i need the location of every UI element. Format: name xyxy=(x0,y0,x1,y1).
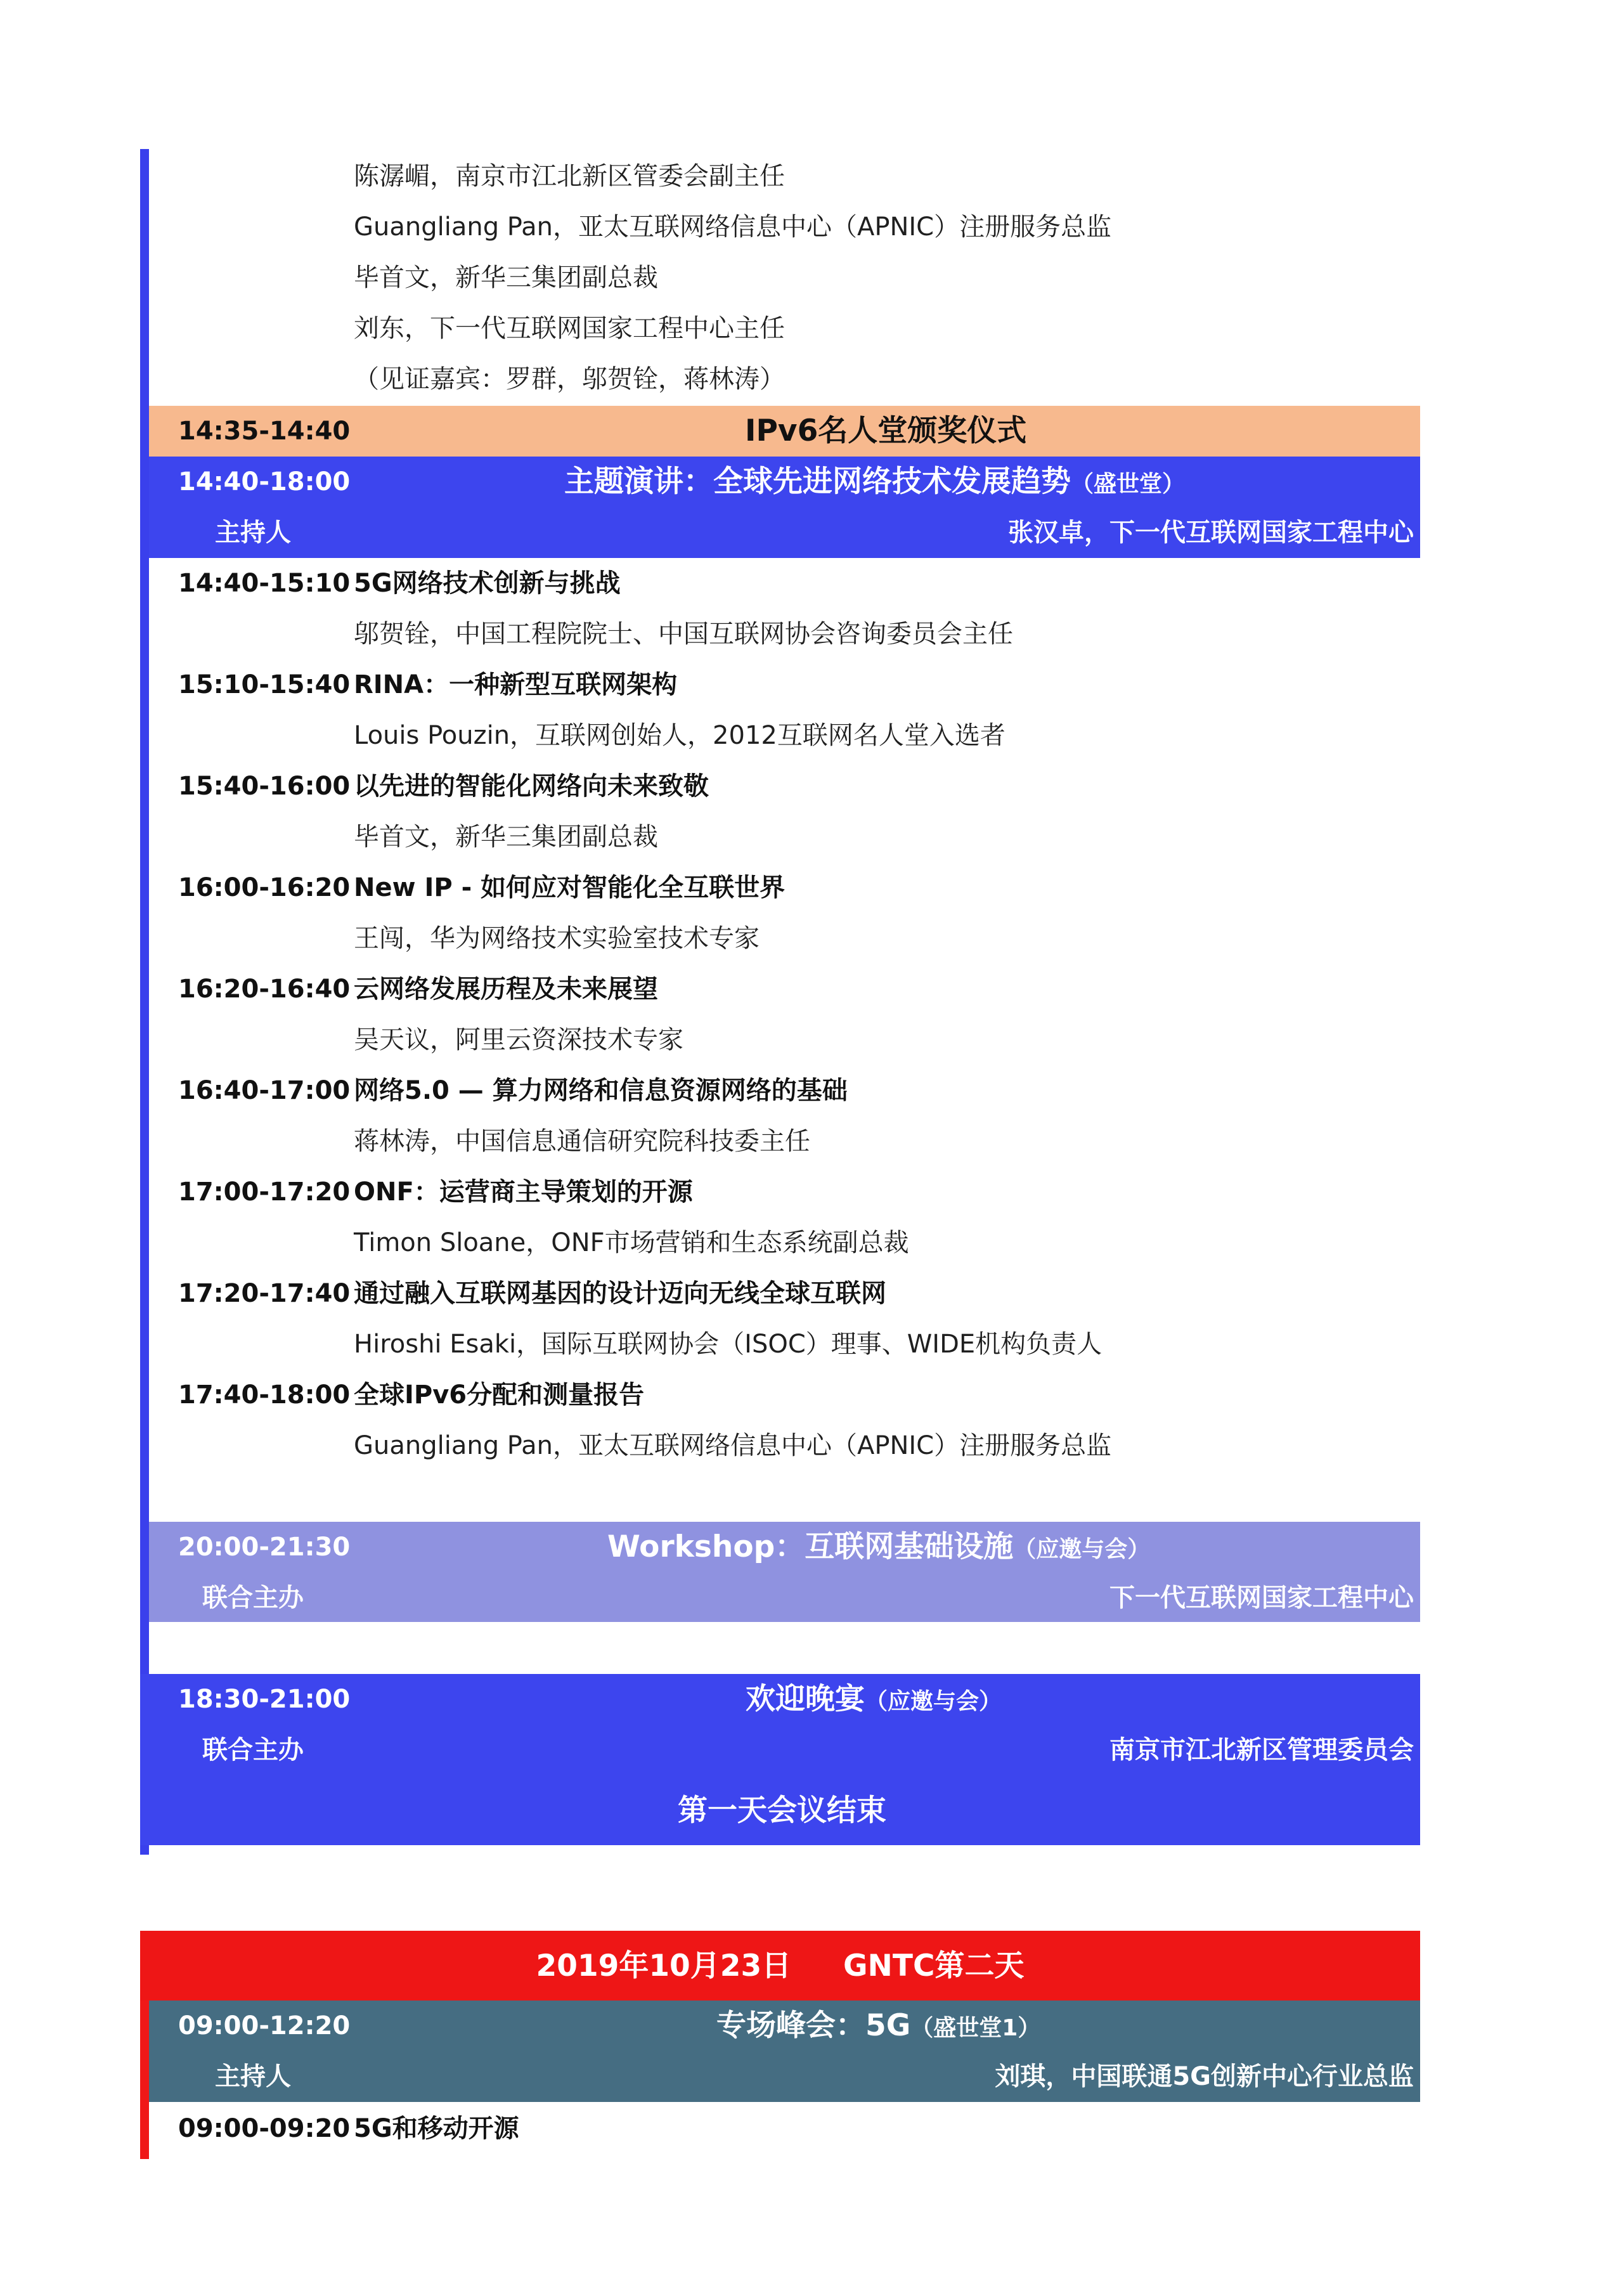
dinner-host-label: 联合主办 xyxy=(202,1735,304,1765)
talk-time: 16:00-16:20 xyxy=(178,873,351,902)
talk-title: ONF：运营商主导策划的开源 xyxy=(354,1177,693,1207)
day2-banner-text: 2019年10月23日 GNTC第二天 xyxy=(536,1949,1025,1983)
intro-line: Guangliang Pan，亚太互联网络信息中心（APNIC）注册服务总监 xyxy=(354,212,1112,242)
workshop-title-text: Workshop：互联网基础设施 xyxy=(607,1529,1014,1564)
summit-host-value: 刘琪，中国联通5G创新中心行业总监 xyxy=(995,2062,1414,2091)
talk-title: 网络5.0 — 算力网络和信息资源网络的基础 xyxy=(354,1076,848,1105)
intro-line: 刘东，下一代互联网国家工程中心主任 xyxy=(354,314,785,343)
talk-title: 云网络发展历程及未来展望 xyxy=(354,975,658,1004)
talk-speaker: 邬贺铨，中国工程院院士、中国互联网协会咨询委员会主任 xyxy=(354,619,1013,649)
talk-title: New IP - 如何应对智能化全互联世界 xyxy=(354,873,786,902)
talk-time: 17:40-18:00 xyxy=(178,1380,351,1410)
summit-title xyxy=(716,2008,1041,2043)
intro-line: （见证嘉宾：罗群，邬贺铨，蒋林涛） xyxy=(354,365,785,394)
award-title: IPv6名人堂颁奖仪式 xyxy=(745,413,1027,448)
award-band xyxy=(149,406,1420,457)
keynote-title-text: 主题演讲：全球先进网络技术发展趋势 xyxy=(564,464,1071,499)
talk-speaker: Timon Sloane，ONF市场营销和生态系统副总裁 xyxy=(354,1228,909,1257)
dinner-band xyxy=(140,1674,1420,1845)
dinner-title-paren: （应邀与会） xyxy=(865,1689,1002,1715)
talk-speaker: Louis Pouzin，互联网创始人，2012互联网名人堂入选者 xyxy=(354,721,1005,750)
sidebar-bar-day1 xyxy=(140,149,149,1855)
keynote-host-label: 主持人 xyxy=(215,518,291,547)
summit-band xyxy=(149,2001,1420,2102)
talk-speaker: 王闯，华为网络技术实验室技术专家 xyxy=(354,924,760,953)
talk-speaker: Hiroshi Esaki，国际互联网协会（ISOC）理事、WIDE机构负责人 xyxy=(354,1330,1102,1359)
summit-title-paren: （盛世堂1） xyxy=(910,2015,1041,2041)
talk-title: 全球IPv6分配和测量报告 xyxy=(354,1380,645,1410)
keynote-host-value: 张汉卓，下一代互联网国家工程中心 xyxy=(1008,518,1414,547)
dinner-host-value: 南京市江北新区管理委员会 xyxy=(1109,1735,1414,1765)
dinner-title xyxy=(746,1684,1002,1714)
keynote-time: 14:40-18:00 xyxy=(178,467,351,496)
workshop-band xyxy=(149,1522,1420,1622)
talk-speaker: 蒋林涛，中国信息通信研究院科技委主任 xyxy=(354,1127,810,1156)
intro-line: 毕首文，新华三集团副总裁 xyxy=(354,263,658,292)
intro-line: 陈潺嵋，南京市江北新区管委会副主任 xyxy=(354,162,785,191)
workshop-host-value: 下一代互联网国家工程中心 xyxy=(1109,1583,1414,1612)
summit-title-text: 专场峰会：5G xyxy=(716,2008,911,2043)
day2-banner xyxy=(140,1931,1420,2001)
talk-speaker: Guangliang Pan，亚太互联网络信息中心（APNIC）注册服务总监 xyxy=(354,1431,1112,1460)
keynote-title xyxy=(564,464,1186,499)
talk-title: 5G网络技术创新与挑战 xyxy=(354,569,621,598)
talk-title: 通过融入互联网基因的设计迈向无线全球互联网 xyxy=(354,1279,886,1308)
talk-time: 16:20-16:40 xyxy=(178,975,351,1004)
summit-host-label: 主持人 xyxy=(215,2062,291,2091)
talk-time: 14:40-15:10 xyxy=(178,569,351,598)
talk-speaker: 吴天议，阿里云资深技术专家 xyxy=(354,1025,683,1054)
day-end-text: 第一天会议结束 xyxy=(678,1793,886,1828)
talk-time: 09:00-09:20 xyxy=(178,2114,351,2143)
keynote-band xyxy=(149,457,1420,558)
workshop-title-paren: （应邀与会） xyxy=(1013,1536,1151,1562)
dinner-time: 18:30-21:00 xyxy=(178,1685,351,1714)
talk-time: 17:20-17:40 xyxy=(178,1279,351,1308)
talk-speaker: 毕首文，新华三集团副总裁 xyxy=(354,822,658,852)
award-time: 14:35-14:40 xyxy=(178,417,351,446)
talk-time: 16:40-17:00 xyxy=(178,1076,351,1105)
talk-time: 15:10-15:40 xyxy=(178,670,351,699)
dinner-title-text: 欢迎晚宴 xyxy=(746,1682,865,1716)
workshop-title xyxy=(607,1529,1151,1564)
talk-time: 15:40-16:00 xyxy=(178,772,351,801)
workshop-host-label: 联合主办 xyxy=(202,1583,304,1612)
talk-title: 以先进的智能化网络向未来致敬 xyxy=(354,772,709,801)
talk-title: RINA：一种新型互联网架构 xyxy=(354,670,678,699)
workshop-time: 20:00-21:30 xyxy=(178,1533,351,1562)
keynote-title-paren: （盛世堂） xyxy=(1071,471,1186,497)
talk-time: 17:00-17:20 xyxy=(178,1177,351,1207)
summit-time: 09:00-12:20 xyxy=(178,2011,351,2040)
talk-title: 5G和移动开源 xyxy=(354,2114,519,2143)
